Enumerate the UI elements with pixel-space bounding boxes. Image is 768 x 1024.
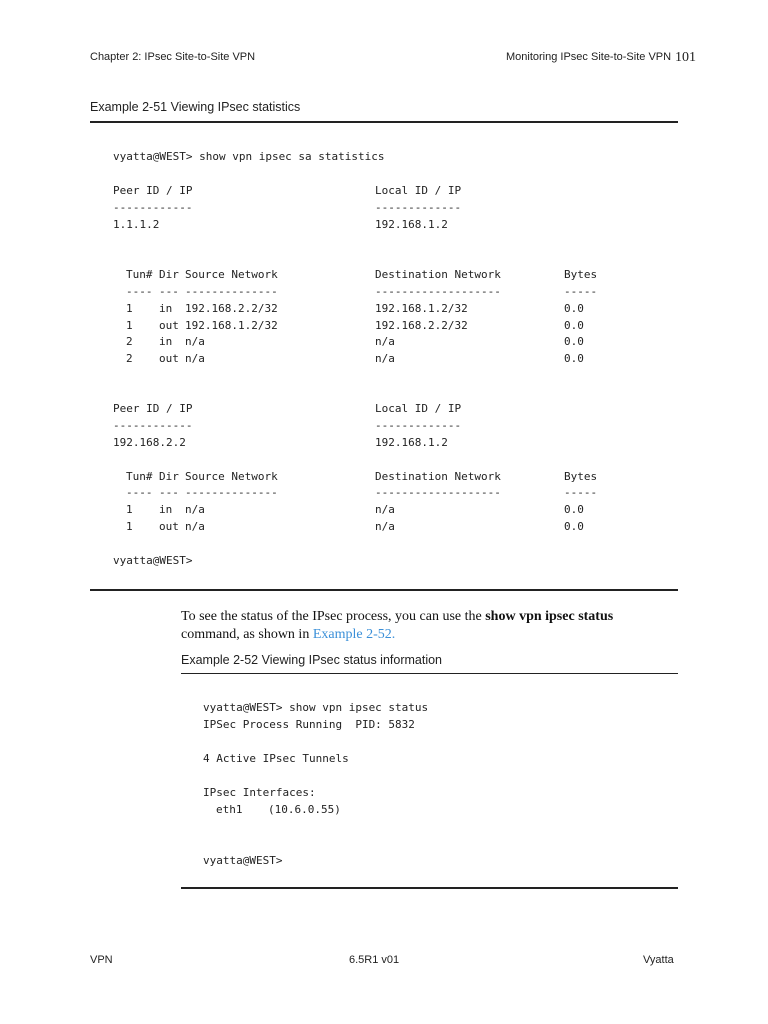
local-id-value: 192.168.1.2 xyxy=(375,436,448,449)
cell-dir: out xyxy=(159,319,179,332)
col-header-bytes: Bytes xyxy=(564,268,598,281)
prompt-line: vyatta@WEST> xyxy=(113,554,193,567)
cell-source: n/a xyxy=(185,352,205,365)
local-id-label: Local ID / IP xyxy=(375,184,462,197)
body-paragraph xyxy=(181,608,678,644)
paragraph-text-2: command, as shown in xyxy=(181,627,313,642)
cell-dest: 192.168.2.2/32 xyxy=(375,319,468,332)
running-header-section: Monitoring IPsec Site-to-Site VPN xyxy=(506,51,672,63)
cell-tun: 2 xyxy=(126,352,133,365)
cell-bytes: 0.0 xyxy=(564,352,584,365)
col-header-dest: Destination Network xyxy=(375,268,501,281)
paragraph-text-end: . xyxy=(391,627,396,642)
cell-tun: 1 xyxy=(126,520,133,533)
col-header-dir: Dir xyxy=(159,470,179,483)
cell-dest: n/a xyxy=(375,352,395,365)
caption-rule-top xyxy=(90,121,678,123)
col-divider-dest: ------------------- xyxy=(375,486,501,499)
col-header-dir: Dir xyxy=(159,268,179,281)
cell-tun: 2 xyxy=(126,335,133,348)
col-divider-dest: ------------------- xyxy=(375,285,501,298)
col-header-source: Source Network xyxy=(185,268,278,281)
cell-bytes: 0.0 xyxy=(564,302,584,315)
cell-bytes: 0.0 xyxy=(564,335,584,348)
footer-brand: Vyatta xyxy=(643,954,674,966)
cell-source: n/a xyxy=(185,503,205,516)
cell-source: n/a xyxy=(185,335,205,348)
peer-id-value: 1.1.1.2 xyxy=(113,218,160,231)
peer-id-divider: ------------ xyxy=(113,419,193,432)
cell-tun: 1 xyxy=(126,302,133,315)
col-header-source: Source Network xyxy=(185,470,278,483)
process-status: IPSec Process Running PID: 5832 xyxy=(203,718,415,731)
col-divider-source: -------------- xyxy=(185,486,278,499)
caption-rule-top xyxy=(181,673,678,674)
col-divider-dir: --- xyxy=(159,285,179,298)
peer-id-label: Peer ID / IP xyxy=(113,184,193,197)
paragraph-text-1: To see the status of the IPsec process, you can use the xyxy=(181,609,486,624)
command-name: show vpn ipsec status xyxy=(485,609,614,624)
local-id-divider: ------------- xyxy=(375,419,462,432)
cell-bytes: 0.0 xyxy=(564,319,584,332)
cell-dest: 192.168.1.2/32 xyxy=(375,302,468,315)
peer-id-divider: ------------ xyxy=(113,201,193,214)
cell-tun: 1 xyxy=(126,503,133,516)
interface-ip: (10.6.0.55) xyxy=(268,803,341,816)
command-line: vyatta@WEST> show vpn ipsec sa statistics xyxy=(113,150,385,163)
active-tunnels: 4 Active IPsec Tunnels xyxy=(203,752,349,765)
col-divider-tun: ---- xyxy=(126,486,153,499)
footer-left: VPN xyxy=(90,954,113,966)
cell-dest: n/a xyxy=(375,503,395,516)
local-id-value: 192.168.1.2 xyxy=(375,218,448,231)
peer-id-label: Peer ID / IP xyxy=(113,402,193,415)
cell-bytes: 0.0 xyxy=(564,520,584,533)
example-caption-2-52: Example 2-52 Viewing IPsec status information xyxy=(181,653,443,667)
cell-dir: out xyxy=(159,352,179,365)
example-2-52-link[interactable]: Example 2-52 xyxy=(312,627,392,642)
cell-bytes: 0.0 xyxy=(564,503,584,516)
cell-source: n/a xyxy=(185,520,205,533)
command-line: vyatta@WEST> show vpn ipsec status xyxy=(203,701,429,714)
col-header-tun: Tun# xyxy=(126,268,153,281)
local-id-divider: ------------- xyxy=(375,201,462,214)
col-header-bytes: Bytes xyxy=(564,470,598,483)
cell-dir: in xyxy=(159,302,173,315)
col-divider-source: -------------- xyxy=(185,285,278,298)
col-divider-tun: ---- xyxy=(126,285,153,298)
example-rule-bottom xyxy=(90,589,678,591)
example-rule-bottom xyxy=(181,887,678,889)
cell-tun: 1 xyxy=(126,319,133,332)
footer-version: 6.5R1 v01 xyxy=(349,954,400,966)
interfaces-label: IPsec Interfaces: xyxy=(203,786,316,799)
cell-dir: out xyxy=(159,520,179,533)
peer-id-value: 192.168.2.2 xyxy=(113,436,186,449)
cell-dest: n/a xyxy=(375,520,395,533)
col-divider-bytes: ----- xyxy=(564,486,598,499)
page-number: 101 xyxy=(675,50,696,65)
cell-dest: n/a xyxy=(375,335,395,348)
col-divider-dir: --- xyxy=(159,486,179,499)
col-header-tun: Tun# xyxy=(126,470,153,483)
cell-dir: in xyxy=(159,335,173,348)
example-caption-2-51: Example 2-51 Viewing IPsec statistics xyxy=(90,100,301,114)
local-id-label: Local ID / IP xyxy=(375,402,462,415)
cell-source: 192.168.2.2/32 xyxy=(185,302,278,315)
cell-source: 192.168.1.2/32 xyxy=(185,319,278,332)
prompt-line: vyatta@WEST> xyxy=(203,854,283,867)
cell-dir: in xyxy=(159,503,173,516)
col-header-dest: Destination Network xyxy=(375,470,501,483)
running-header-chapter: Chapter 2: IPsec Site-to-Site VPN xyxy=(90,51,256,63)
col-divider-bytes: ----- xyxy=(564,285,598,298)
interface-name: eth1 xyxy=(216,803,243,816)
